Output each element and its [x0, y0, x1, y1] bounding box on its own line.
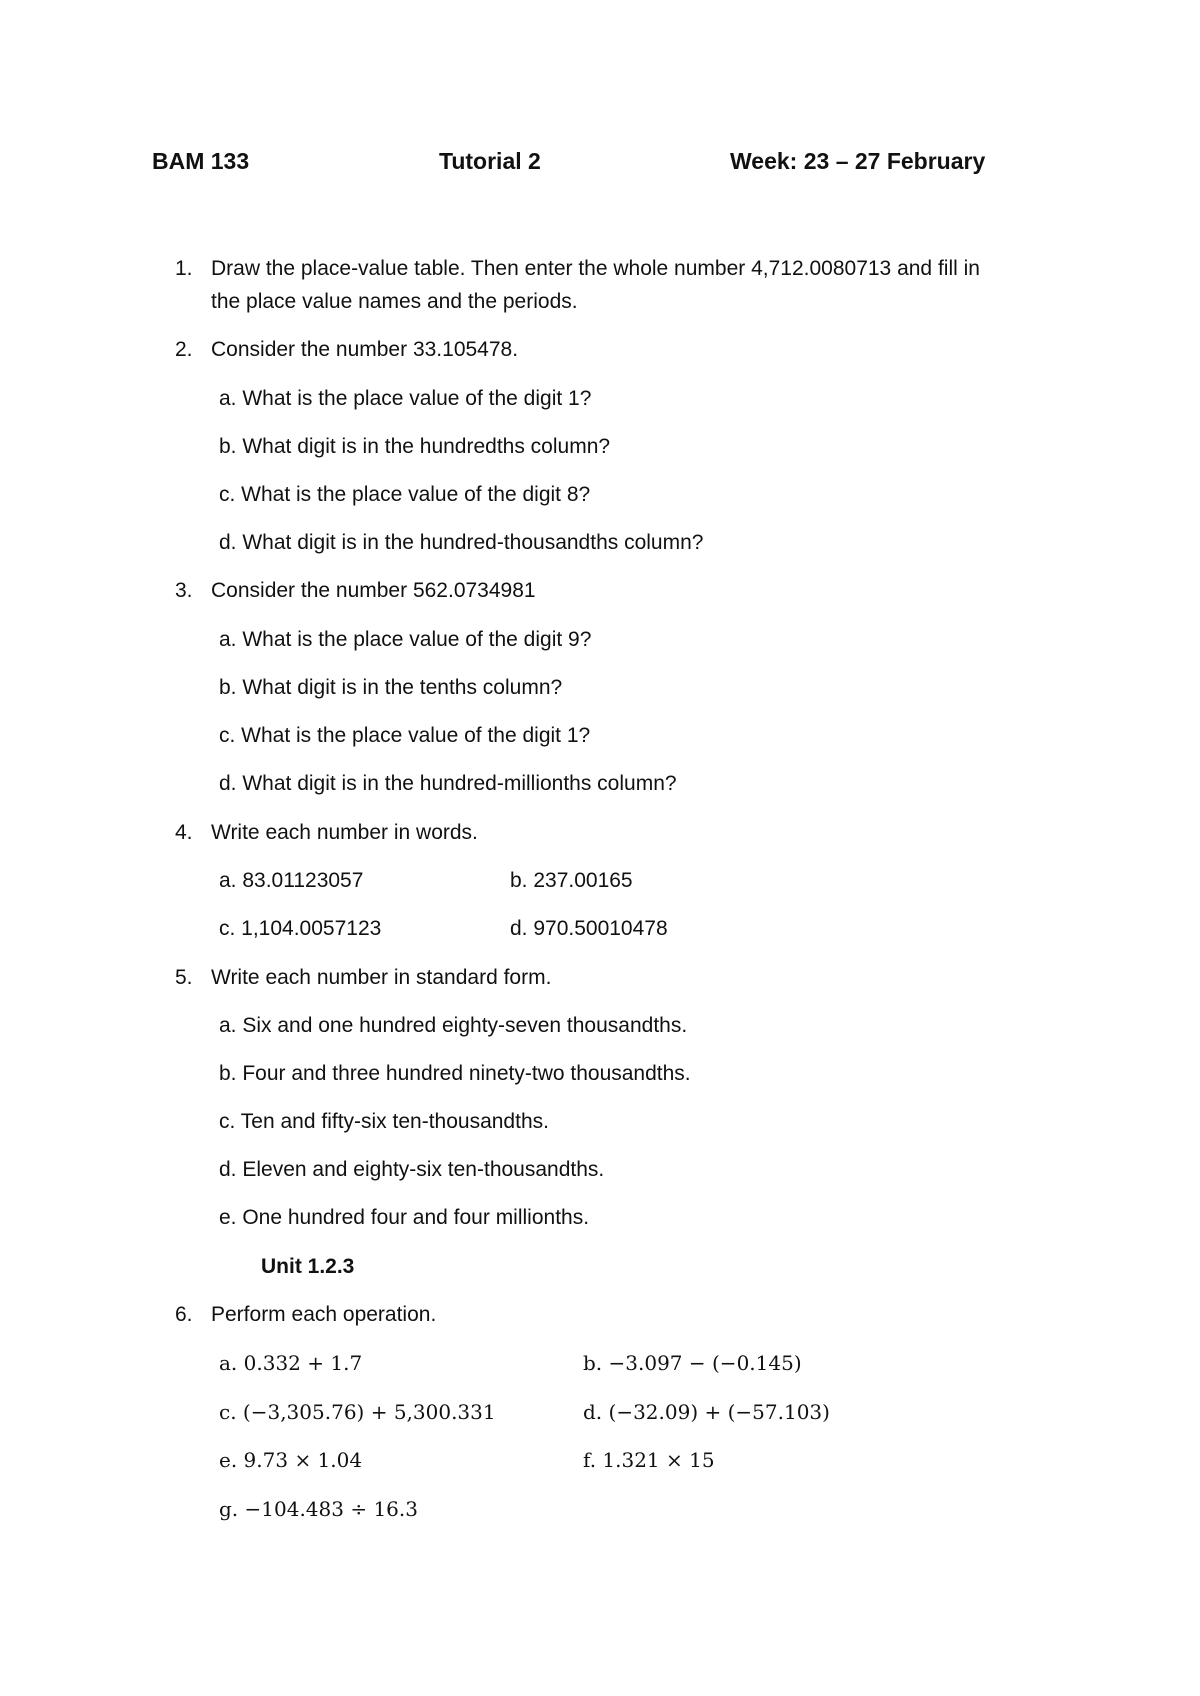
operation-item: f. 1.321 × 15 [583, 1448, 715, 1472]
question-text: Draw the place-value table. Then enter the whole number 4,712.0080713 and fill in [211, 257, 980, 280]
question-number: 6. [175, 1303, 193, 1326]
sub-question: d. What digit is in the hundred-millionths column? [219, 772, 677, 795]
question-number: 5. [175, 966, 193, 989]
sub-question: c. Ten and fifty-six ten-thousandths. [219, 1110, 549, 1133]
question-text: Write each number in words. [211, 821, 478, 844]
week-range: Week: 23 – 27 February [730, 148, 986, 174]
question-text: Write each number in standard form. [211, 966, 552, 989]
question-text: Perform each operation. [211, 1303, 437, 1326]
sub-question: b. 237.00165 [510, 869, 633, 892]
question-number: 2. [175, 338, 193, 361]
question-number: 3. [175, 579, 193, 602]
sub-question: b. What digit is in the tenths column? [219, 676, 563, 699]
sub-question: a. 83.01123057 [219, 869, 364, 892]
tutorial-title: Tutorial 2 [439, 148, 541, 174]
operation-item: a. 0.332 + 1.7 [219, 1351, 363, 1375]
sub-question: d. What digit is in the hundred-thousandths column? [219, 531, 704, 554]
sub-question: d. 970.50010478 [510, 917, 668, 940]
operation-item: b. −3.097 − (−0.145) [583, 1351, 802, 1375]
sub-question: a. What is the place value of the digit 1? [219, 387, 592, 410]
question-number: 1. [175, 257, 193, 280]
course-code: BAM 133 [152, 148, 250, 174]
question-number: 4. [175, 821, 193, 844]
sub-question: e. One hundred four and four millionths. [219, 1206, 590, 1229]
header [152, 148, 1052, 178]
question-text: Consider the number 562.0734981 [211, 579, 536, 602]
operation-item: g. −104.483 ÷ 16.3 [219, 1497, 418, 1521]
sub-question: c. 1,104.0057123 [219, 917, 382, 940]
sub-question: d. Eleven and eighty-six ten-thousandths. [219, 1158, 605, 1181]
sub-question: b. Four and three hundred ninety-two thousandths. [219, 1062, 691, 1085]
operation-item: c. (−3,305.76) + 5,300.331 [219, 1400, 496, 1424]
sub-question: c. What is the place value of the digit 1? [219, 724, 591, 747]
question-text: Consider the number 33.105478. [211, 338, 519, 361]
sub-question: a. What is the place value of the digit 9? [219, 628, 592, 651]
question-text: the place value names and the periods. [211, 290, 578, 313]
sub-question: b. What digit is in the hundredths column? [219, 435, 611, 458]
sub-question: c. What is the place value of the digit 8? [219, 483, 591, 506]
sub-question: a. Six and one hundred eighty-seven thousandths. [219, 1014, 688, 1037]
operation-item: d. (−32.09) + (−57.103) [583, 1400, 830, 1424]
operation-item: e. 9.73 × 1.04 [219, 1448, 363, 1472]
unit-heading: Unit 1.2.3 [261, 1255, 355, 1278]
